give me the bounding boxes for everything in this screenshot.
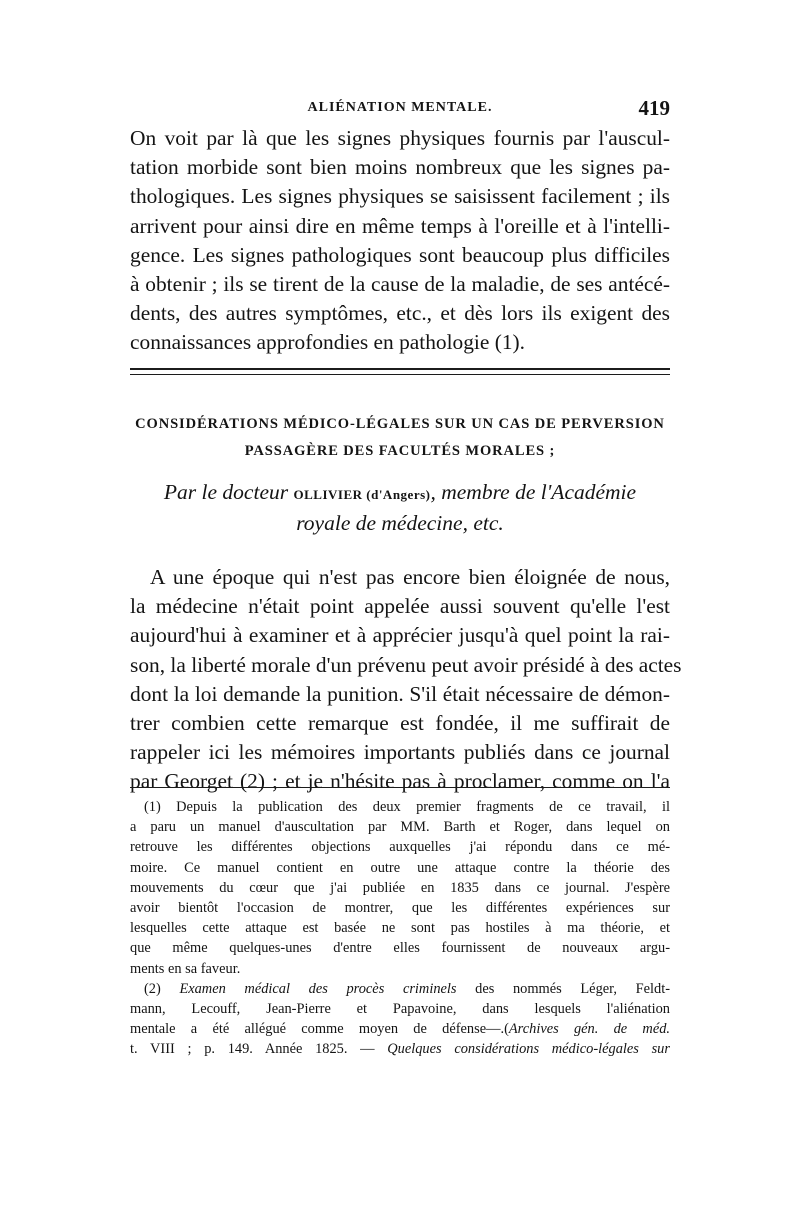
footnote-number: (2) xyxy=(144,980,180,997)
footnote-line: mann, Lecouff, Jean-Pierre et Papavoine, dans lesquels l'aliénation xyxy=(130,1001,670,1018)
running-title: ALIÉNATION MENTALE. xyxy=(307,100,493,115)
page-number: 419 xyxy=(638,96,670,120)
text-line: trer combien cette remarque est fondée, il me suffirait de xyxy=(130,711,670,736)
footnotes xyxy=(130,797,670,1060)
footnote-line xyxy=(130,1039,670,1059)
article-body xyxy=(130,563,682,797)
text-line: connaissances approfondies en pathologie (1). xyxy=(130,330,526,355)
section-divider xyxy=(130,368,670,375)
text-line: son, la liberté morale d'un prévenu peut avoir présidé à des actes xyxy=(130,652,682,677)
footnote-divider xyxy=(130,787,670,788)
footnote-text: t. VIII ; p. 149. Année 1825. — xyxy=(130,1041,388,1058)
text-line: gence. Les signes pathologiques sont beaucoup plus difficiles xyxy=(130,242,670,267)
footnote-line: que même quelques-unes d'entre elles fournissent de nouveaux argu- xyxy=(130,940,670,957)
byline-line xyxy=(130,478,670,509)
text-line: par Georget (2) ; et je n'hésite pas à proclamer, comme on l'a xyxy=(130,769,670,794)
text-line: arrivent pour ainsi dire en même temps à l'oreille et à l'intelli- xyxy=(130,213,670,238)
text-line: tation morbide sont bien moins nombreux que les signes pa- xyxy=(130,155,670,180)
byline-suffix: , membre de l'Académie xyxy=(430,480,637,504)
footnote-line: avoir bientôt l'occasion de montrer, que les différentes expériences sur xyxy=(130,900,670,917)
text-line: A une époque qui n'est pas encore bien éloignée de nous, xyxy=(150,565,670,589)
article-heading xyxy=(130,411,670,465)
footnote-line: moire. Ce manuel contient en outre une attaque contre la théorie des xyxy=(130,859,670,876)
footnote-text: des nommés Léger, Feldt- xyxy=(456,980,670,997)
footnote-text: mentale a été allégué comme moyen de défense—.( xyxy=(130,1021,509,1038)
footnote-line: (1) Depuis la publication des deux premier fragments de ce travail, il xyxy=(144,799,670,815)
text-line: dont la loi demande la punition. S'il était nécessaire de démon- xyxy=(130,681,670,706)
heading-line: PASSAGÈRE DES FACULTÉS MORALES ; xyxy=(244,443,556,459)
byline-line: royale de médecine, etc. xyxy=(296,511,504,535)
byline-author: OLLIVIER (d'Angers) xyxy=(293,487,431,502)
footnote-line: mouvements du cœur que j'ai publiée en 1835 dans ce journal. J'espère xyxy=(130,879,670,896)
footnote-line xyxy=(130,1019,670,1039)
text-line: rappeler ici les mémoires importants publiés dans ce journal xyxy=(130,740,670,765)
text-line: dents, des autres symptômes, etc., et dès lors ils exigent des xyxy=(130,301,670,326)
footnote-line xyxy=(130,979,670,999)
running-head xyxy=(130,96,670,124)
heading-line: CONSIDÉRATIONS MÉDICO-LÉGALES SUR UN CAS DE PERVERSION xyxy=(135,416,665,432)
text-line: aujourd'hui à examiner et à apprécier jusqu'à quel point la rai- xyxy=(130,623,670,648)
footnote-line: retrouve les différentes objections auxquelles j'ai répondu dans ce mé- xyxy=(130,839,670,856)
text-line: à obtenir ; ils se tirent de la cause de la maladie, de ses antécé- xyxy=(130,272,670,297)
text-line: la médecine n'était point appelée aussi souvent qu'elle l'est xyxy=(130,594,670,619)
byline-prefix: Par le docteur xyxy=(163,480,294,504)
text-line: thologiques. Les signes physiques se saisissent facilement ; ils xyxy=(130,184,670,209)
footnote-line: ments en sa faveur. xyxy=(130,960,241,977)
footnote-line: a paru un manuel d'auscultation par MM. Barth et Roger, dans lequel on xyxy=(130,819,670,836)
footnote-citation-italic: Quelques considérations médico-légales sur xyxy=(387,1041,670,1058)
footnote-citation-italic: Archives gén. de méd. xyxy=(508,1021,670,1038)
intro-paragraph xyxy=(130,124,670,358)
footnote-title-italic: Examen médical des procès criminels xyxy=(179,980,457,997)
article-byline xyxy=(130,478,670,537)
text-line: On voit par là que les signes physiques fournis par l'auscul- xyxy=(130,126,670,150)
footnote-line: lesquelles cette attaque est basée ne sont pas hostiles à ma théorie, et xyxy=(130,920,670,937)
